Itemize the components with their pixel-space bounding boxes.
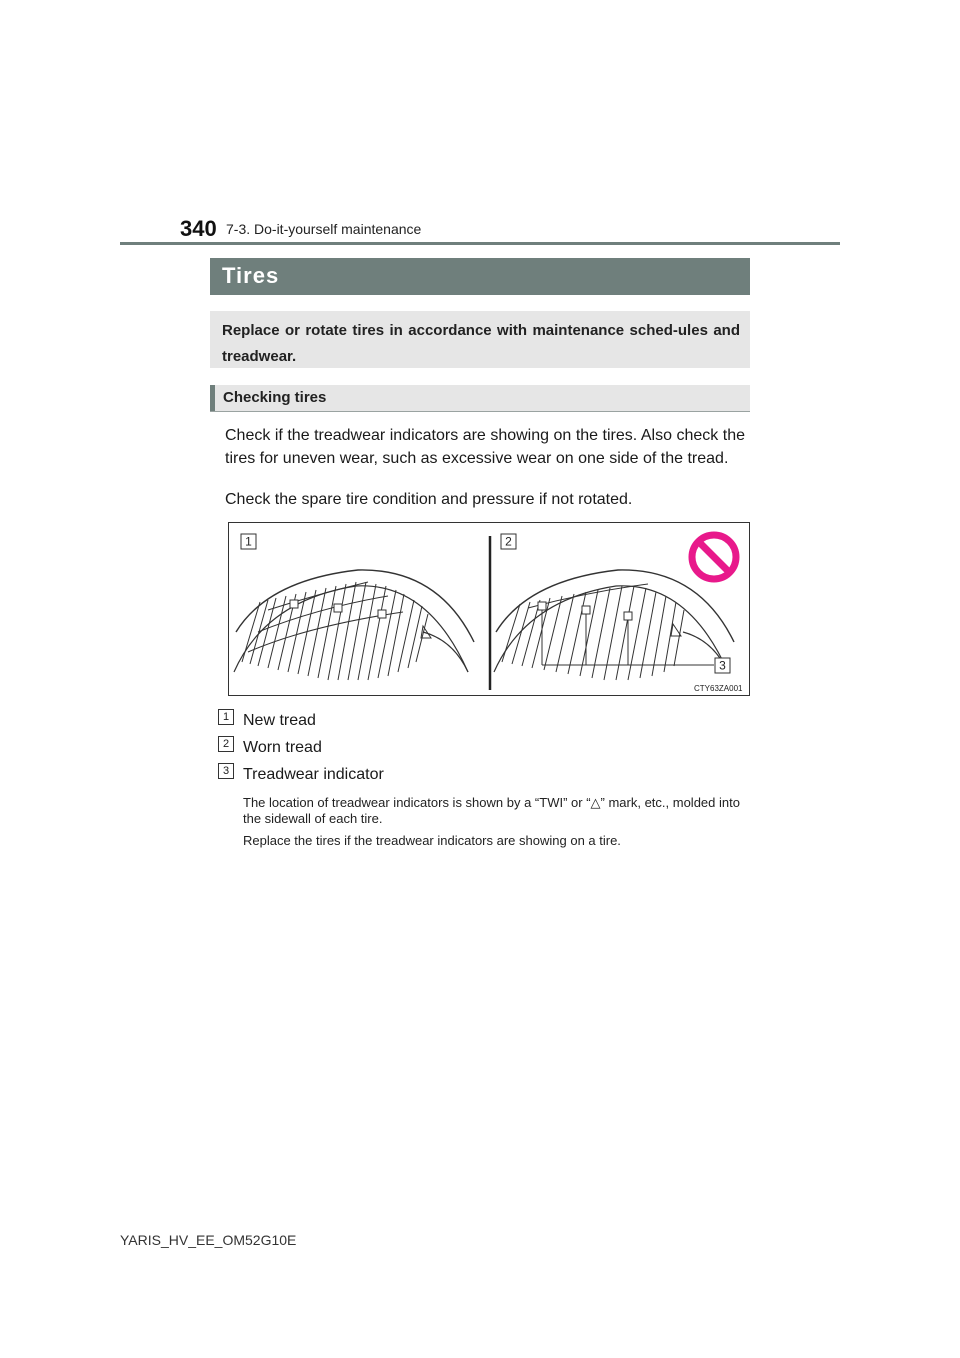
note-text: Replace the tires if the treadwear indicators are showing on a tire. bbox=[243, 833, 621, 848]
page-number: 340 bbox=[180, 216, 217, 241]
subsection-rule bbox=[210, 411, 750, 412]
legend-label: Treadwear indicator bbox=[243, 766, 384, 783]
body-paragraph: Check the spare tire condition and pressure if not rotated. bbox=[225, 491, 633, 508]
legend-label: New tread bbox=[243, 712, 316, 729]
subsection-accent bbox=[210, 385, 215, 411]
intro-text: Replace or rotate tires in accordance with maintenance sched-ules and treadwear. bbox=[222, 322, 740, 365]
legend-number: 3 bbox=[218, 763, 234, 779]
callout-1 bbox=[241, 534, 256, 549]
footer-doc-code: YARIS_HV_EE_OM52G10E bbox=[120, 1232, 297, 1248]
tire-tread-figure bbox=[228, 522, 750, 696]
svg-text:3: 3 bbox=[719, 658, 726, 673]
figure-code: CTY63ZA001 bbox=[694, 684, 743, 693]
subsection-title: Checking tires bbox=[223, 389, 327, 406]
chapter-title: 7-3. Do-it-yourself maintenance bbox=[226, 221, 422, 237]
note-text: The location of treadwear indicators is shown by a “TWI” or “△” mark, etc., molded into the sidewall of each tire. bbox=[243, 795, 740, 826]
legend-number: 2 bbox=[218, 736, 234, 752]
legend-label: Worn tread bbox=[243, 739, 322, 756]
section-title-bar bbox=[210, 258, 750, 295]
svg-text:1: 1 bbox=[245, 534, 252, 549]
legend-number: 1 bbox=[218, 709, 234, 725]
svg-text:2: 2 bbox=[505, 534, 512, 549]
section-title: Tires bbox=[222, 263, 280, 288]
body-paragraph: Check if the treadwear indicators are showing on the tires. Also check the tires for uneven wear, such as excessive wear on one side of the tread. bbox=[225, 427, 745, 467]
header-rule bbox=[120, 242, 840, 245]
callout-2 bbox=[501, 534, 516, 549]
callout-3 bbox=[715, 658, 730, 673]
